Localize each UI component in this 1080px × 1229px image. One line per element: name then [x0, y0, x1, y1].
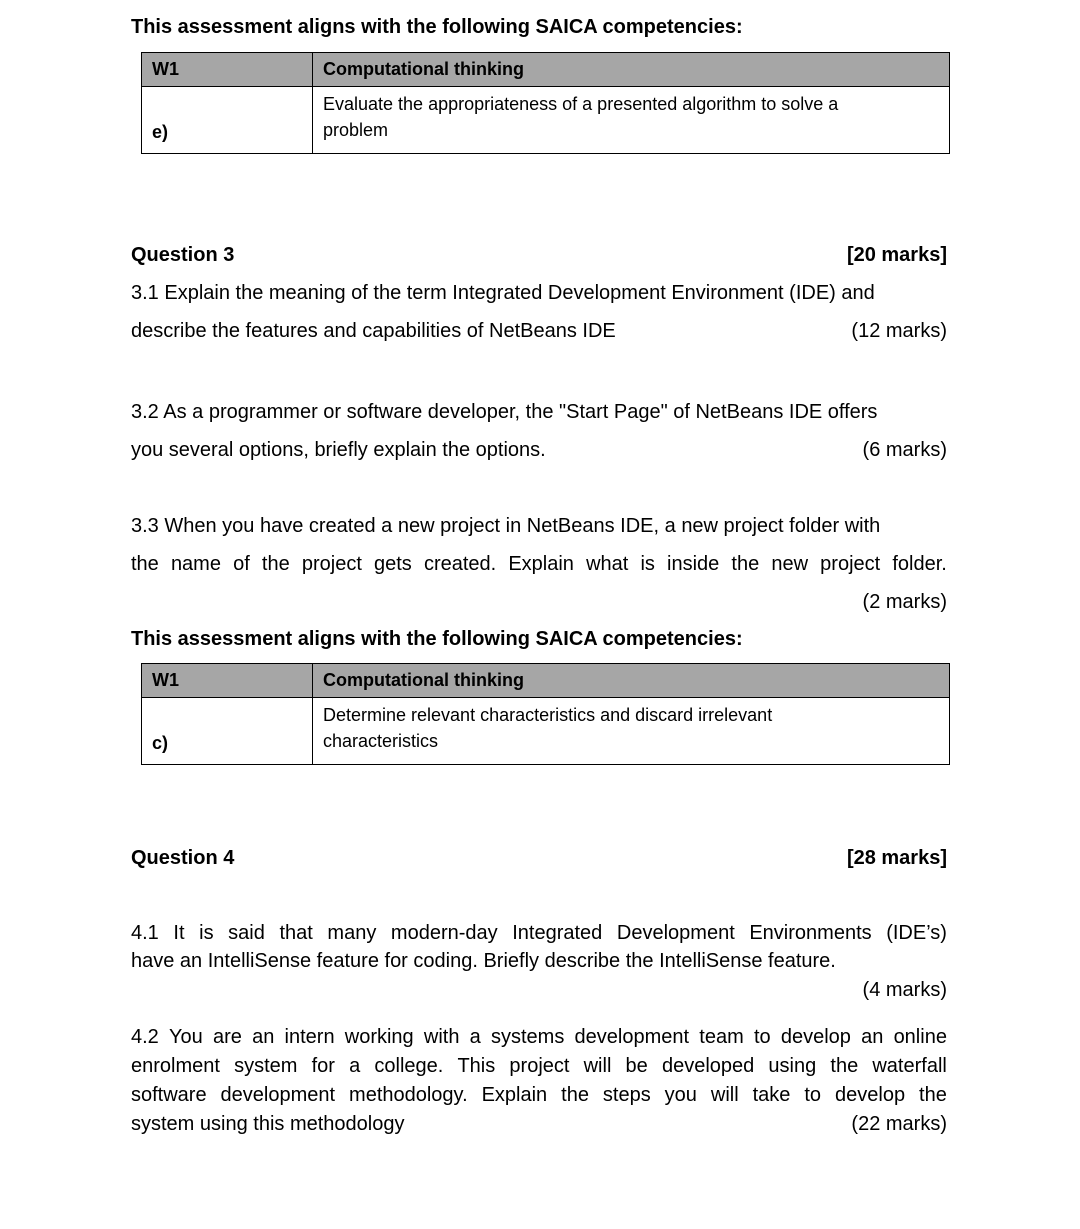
row-description [313, 698, 950, 765]
word: the [261, 553, 290, 575]
word: systems [491, 1026, 565, 1048]
question-3-2 [131, 401, 947, 477]
word: said [228, 922, 265, 944]
word: development [220, 1084, 336, 1106]
competency-table-2 [141, 663, 950, 765]
word: the [919, 1084, 947, 1106]
question-3-1 [131, 282, 947, 358]
question-4-marks: [28 marks] [846, 847, 947, 869]
word: the [731, 553, 760, 575]
word: online [893, 1026, 947, 1048]
word: modern-day [390, 922, 498, 944]
word: Integrated [512, 922, 603, 944]
word: intern [284, 1026, 335, 1048]
word: is [640, 553, 655, 575]
word: You [169, 1026, 203, 1048]
word: team [699, 1026, 744, 1048]
question-3-title: Question 3 [131, 244, 235, 266]
word: to [804, 1084, 822, 1106]
header-title: Computational thinking [313, 664, 950, 698]
word: It [173, 922, 185, 944]
word: created. [423, 553, 497, 575]
word: project [820, 553, 881, 575]
word: enrolment [131, 1055, 220, 1077]
q3-2-marks: (6 marks) [862, 439, 947, 461]
table-header-row [142, 53, 950, 87]
word: system [234, 1055, 298, 1077]
row-code: e) [152, 122, 169, 142]
word: inside [667, 553, 720, 575]
word: is [199, 922, 214, 944]
word: Environments [749, 922, 872, 944]
word: Explain [481, 1084, 548, 1106]
row-code: c) [152, 733, 169, 753]
word: develop [780, 1026, 851, 1048]
q4-2-line-3 [131, 1084, 947, 1107]
question-4-header [131, 847, 947, 871]
question-3-marks: [20 marks] [846, 244, 947, 266]
word: project [301, 553, 362, 575]
word: Development [616, 922, 735, 944]
q4-1-marks: (4 marks) [862, 979, 947, 1001]
word: of [233, 553, 250, 575]
word: that [279, 922, 313, 944]
question-3-3 [131, 515, 947, 625]
word: with [423, 1026, 460, 1048]
header-title: Computational thinking [313, 53, 950, 87]
q4-2-line-1 [131, 1026, 947, 1049]
q3-1-line-2: describe the features and capabilities of NetBeans IDE [131, 320, 616, 342]
word: are [212, 1026, 242, 1048]
word: will [710, 1084, 739, 1106]
q3-2-line-1: 3.2 As a programmer or software developer, the "Start Page" of NetBeans IDE offers [131, 401, 878, 423]
table-header-row [142, 664, 950, 698]
word: (IDE’s) [886, 922, 947, 944]
q3-1-marks: (12 marks) [851, 320, 947, 342]
q3-2-line-2: you several options, briefly explain the options. [131, 439, 546, 461]
row-description [313, 87, 950, 154]
word: steps [602, 1084, 651, 1106]
word: develop [835, 1084, 906, 1106]
q3-3-line-1: 3.3 When you have created a new project in NetBeans IDE, a new project folder with [131, 515, 881, 537]
word: developed [661, 1055, 755, 1077]
row-description-line-1: Evaluate the appropriateness of a presented algorithm to solve a [323, 94, 839, 114]
q3-1-line-1: 3.1 Explain the meaning of the term Integrated Development Environment (IDE) and [131, 282, 875, 304]
word: folder. [892, 553, 947, 575]
word: development [574, 1026, 690, 1048]
row-description-line-1: Determine relevant characteristics and discard irrelevant [323, 705, 773, 725]
word: you [664, 1084, 697, 1106]
word: project [509, 1055, 570, 1077]
q3-3-marks: (2 marks) [862, 591, 947, 613]
word: be [625, 1055, 648, 1077]
competency-intro-1: This assessment aligns with the following SAICA competencies: [131, 16, 743, 38]
competency-table-1 [141, 52, 950, 154]
word: new [771, 553, 809, 575]
word: methodology. [349, 1084, 468, 1106]
q4-2-line-4: system using this methodology [131, 1113, 405, 1135]
q4-1-line-1 [131, 922, 947, 945]
word: to [753, 1026, 771, 1048]
word: 4.2 [131, 1026, 159, 1048]
header-code: W1 [142, 53, 313, 87]
word: the [561, 1084, 589, 1106]
table-row [142, 87, 950, 154]
q4-2-line-2 [131, 1055, 947, 1078]
question-4-1 [131, 922, 947, 1002]
word: the [830, 1055, 859, 1077]
q3-3-line-2 [131, 553, 947, 576]
question-4-title: Question 4 [131, 847, 235, 869]
word: gets [374, 553, 412, 575]
word: an [252, 1026, 275, 1048]
word: take [752, 1084, 791, 1106]
word: the [131, 553, 159, 575]
question-4-2 [131, 1026, 947, 1141]
question-3-header [131, 244, 947, 268]
word: name [170, 553, 221, 575]
word: for [311, 1055, 335, 1077]
word: college. [374, 1055, 444, 1077]
row-code-cell [142, 698, 313, 765]
word: This [457, 1055, 496, 1077]
word: an [861, 1026, 884, 1048]
word: a [349, 1055, 361, 1077]
word: will [583, 1055, 612, 1077]
word: using [768, 1055, 817, 1077]
word: 4.1 [131, 922, 159, 944]
word: working [344, 1026, 414, 1048]
q4-1-line-2: have an IntelliSense feature for coding. Briefly describe the IntelliSense feature. [131, 950, 836, 972]
table-row [142, 698, 950, 765]
word: waterfall [872, 1055, 947, 1077]
row-description-line-2: problem [323, 120, 389, 140]
word: what [586, 553, 629, 575]
header-code: W1 [142, 664, 313, 698]
q4-2-marks: (22 marks) [851, 1113, 947, 1135]
competency-intro-2: This assessment aligns with the following SAICA competencies: [131, 628, 743, 650]
row-description-line-2: characteristics [323, 731, 439, 751]
word: a [469, 1026, 481, 1048]
word: many [327, 922, 377, 944]
word: software [131, 1084, 207, 1106]
row-code-cell [142, 87, 313, 154]
word: Explain [508, 553, 574, 575]
